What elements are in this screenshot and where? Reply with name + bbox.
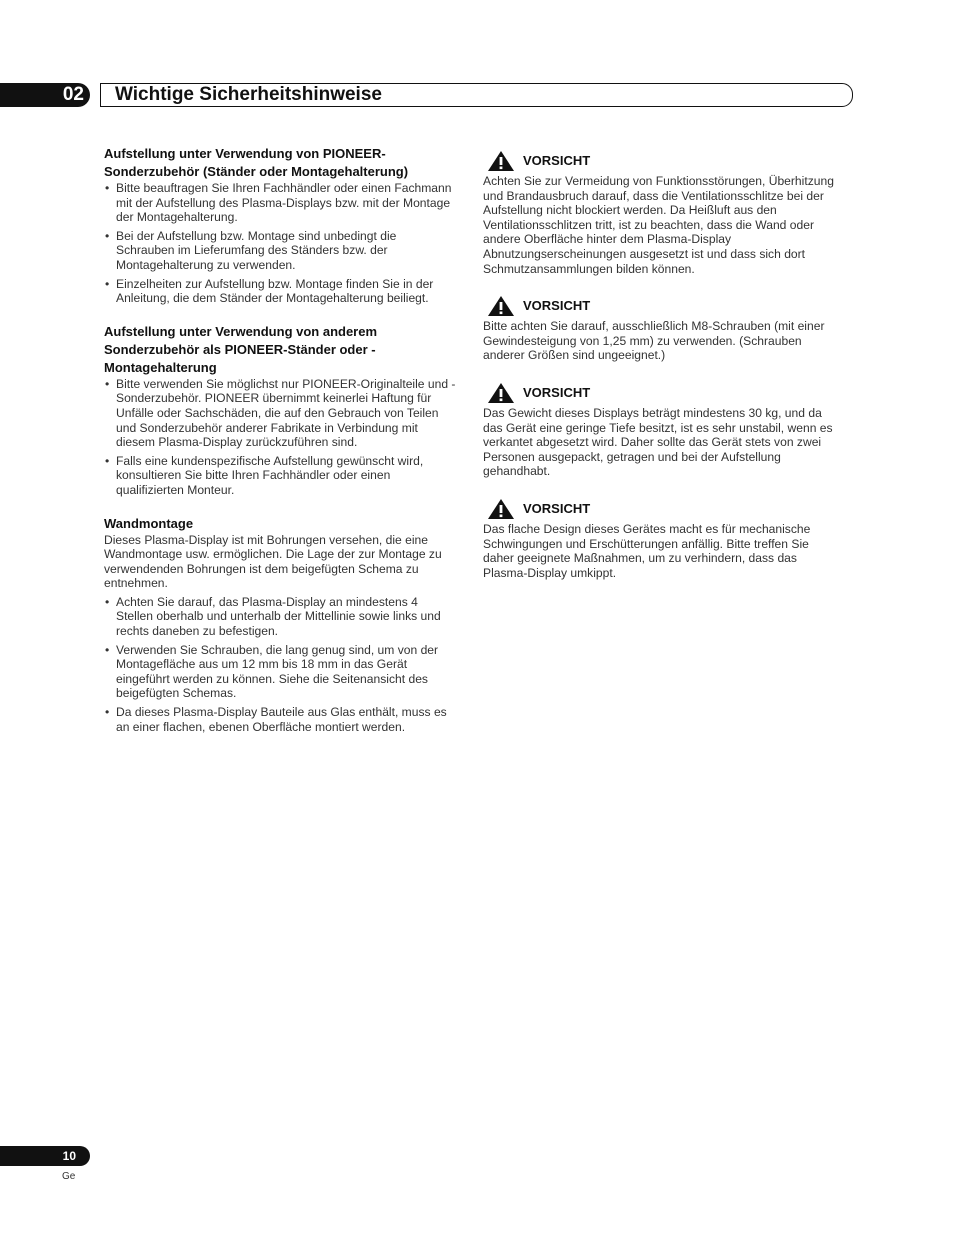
page-number: 10 [62, 1149, 76, 1163]
section-pioneer-accessories [104, 145, 456, 306]
bullet-list [104, 595, 456, 734]
chapter-title-box [100, 83, 853, 107]
bullet-list [104, 377, 456, 498]
list-item: • Bitte beauftragen Sie Ihren Fachhändler oder einen Fachmann mit der Aufstellung des Plasma-Displays bzw. mit der Montage der Montagehalterung. [104, 181, 456, 225]
caution-text: Das Gewicht dieses Displays beträgt mindestens 30 kg, und da das Gerät eine geringe Tiefe besitzt, ist es sehr unstabil, wenn es verkantet abgesetzt wird. Daher sollte das Gerät stets von zwei Personen ausgepackt, getragen und bei der Aufstellung gehandhabt. [483, 405, 833, 479]
caution-label: VORSICHT [523, 384, 591, 400]
caution-block [483, 498, 837, 580]
caution-label: VORSICHT [523, 152, 591, 168]
section-heading: Wandmontage [104, 515, 194, 531]
caution-header [483, 295, 837, 317]
section-heading: Aufstellung unter Verwendung von PIONEER-Sonderzubehör (Ständer oder Montagehalterung) [104, 146, 409, 179]
caution-block [483, 295, 837, 363]
section-intro: Dieses Plasma-Display ist mit Bohrungen versehen, die eine Wandmontage usw. ermöglichen. Die Lage der zur Montage zu verwendenden Bohrungen ist dem beigefügten Schema zu entnehmen. [104, 532, 442, 591]
list-item: • Verwenden Sie Schrauben, die lang genug sind, um von der Montagefläche aus um 12 mm bis 18 mm in das Gerät eingeführt werden zu können. Siehe die Seitenansicht des beigefügten Schemas. [104, 643, 456, 701]
caution-header [483, 382, 837, 404]
list-item: • Achten Sie darauf, das Plasma-Display an mindestens 4 Stellen oberhalb und unterhalb der Mittellinie sowie links und rechts daneben zu befestigen. [104, 595, 456, 639]
caution-text: Achten Sie zur Vermeidung von Funktionsstörungen, Überhitzung und Brandausbruch darauf, dass die Ventilationsschlitze bei der Aufstellung nicht blockiert werden. Da Heißluft aus den Ventilationsschlitzen tritt, ist zu beachten, dass die Wand oder andere Oberfläche hinter dem Plasma-Display Abnutzungserscheinungen ausgesetzt ist und dass sich dort Schmutzansammlungen bilden können. [483, 174, 834, 276]
chapter-number-tab [0, 83, 90, 107]
caution-text: Bitte achten Sie darauf, ausschließlich M8-Schrauben (mit einer Gewindesteigung von 1,25 mm) zu verwenden. (Schrauben anderer Größen sind ungeeignet.) [483, 319, 825, 363]
bullet-list [104, 181, 456, 306]
page-number-tab [0, 1146, 90, 1166]
right-column [483, 150, 837, 599]
caution-header [483, 150, 837, 172]
warning-triangle-icon [487, 498, 515, 520]
language-code: Ge [62, 1171, 76, 1182]
section-wall-mount [104, 515, 456, 735]
caution-header [483, 498, 837, 520]
section-heading: Aufstellung unter Verwendung von anderem Sonderzubehör als PIONEER-Ständer oder -Montagehalterung [104, 323, 378, 375]
caution-text: Das flache Design dieses Gerätes macht es für mechanische Schwingungen und Erschütterungen anfällig. Bitte treffen Sie daher geeignete Maßnahmen, um zu verhindern, dass das Plasma-Display umkippt. [483, 521, 811, 580]
chapter-title: Wichtige Sicherheitshinweise [115, 84, 382, 105]
caution-label: VORSICHT [523, 500, 591, 516]
chapter-number: 02 [62, 84, 84, 105]
list-item: • Einzelheiten zur Aufstellung bzw. Montage finden Sie in der Anleitung, die dem Ständer der Montagehalterung beiliegt. [104, 277, 456, 306]
caution-block [483, 382, 837, 479]
caution-label: VORSICHT [523, 297, 591, 313]
section-other-accessories [104, 323, 456, 498]
warning-triangle-icon [487, 150, 515, 172]
list-item: • Bitte verwenden Sie möglichst nur PIONEER-Originalteile und -Sonderzubehör. PIONEER übernimmt keinerlei Haftung für Unfälle oder Sachschäden, die auf den Gebrauch von Teilen und Sonderzubehör anderer Fabrikate in Verbindung mit diesem Plasma-Display zurückzuführen sind. [104, 377, 456, 450]
warning-triangle-icon [487, 382, 515, 404]
left-column [104, 145, 456, 751]
list-item: • Bei der Aufstellung bzw. Montage sind unbedingt die Schrauben im Lieferumfang des Ständers bzw. der Montagehalterung zu verwenden. [104, 229, 456, 273]
caution-block [483, 150, 837, 276]
list-item: • Da dieses Plasma-Display Bauteile aus Glas enthält, muss es an einer flachen, ebenen Oberfläche montiert werden. [104, 705, 456, 734]
list-item: • Falls eine kundenspezifische Aufstellung gewünscht wird, konsultieren Sie bitte Ihren Fachhändler oder einen qualifizierten Monteur. [104, 454, 456, 498]
warning-triangle-icon [487, 295, 515, 317]
